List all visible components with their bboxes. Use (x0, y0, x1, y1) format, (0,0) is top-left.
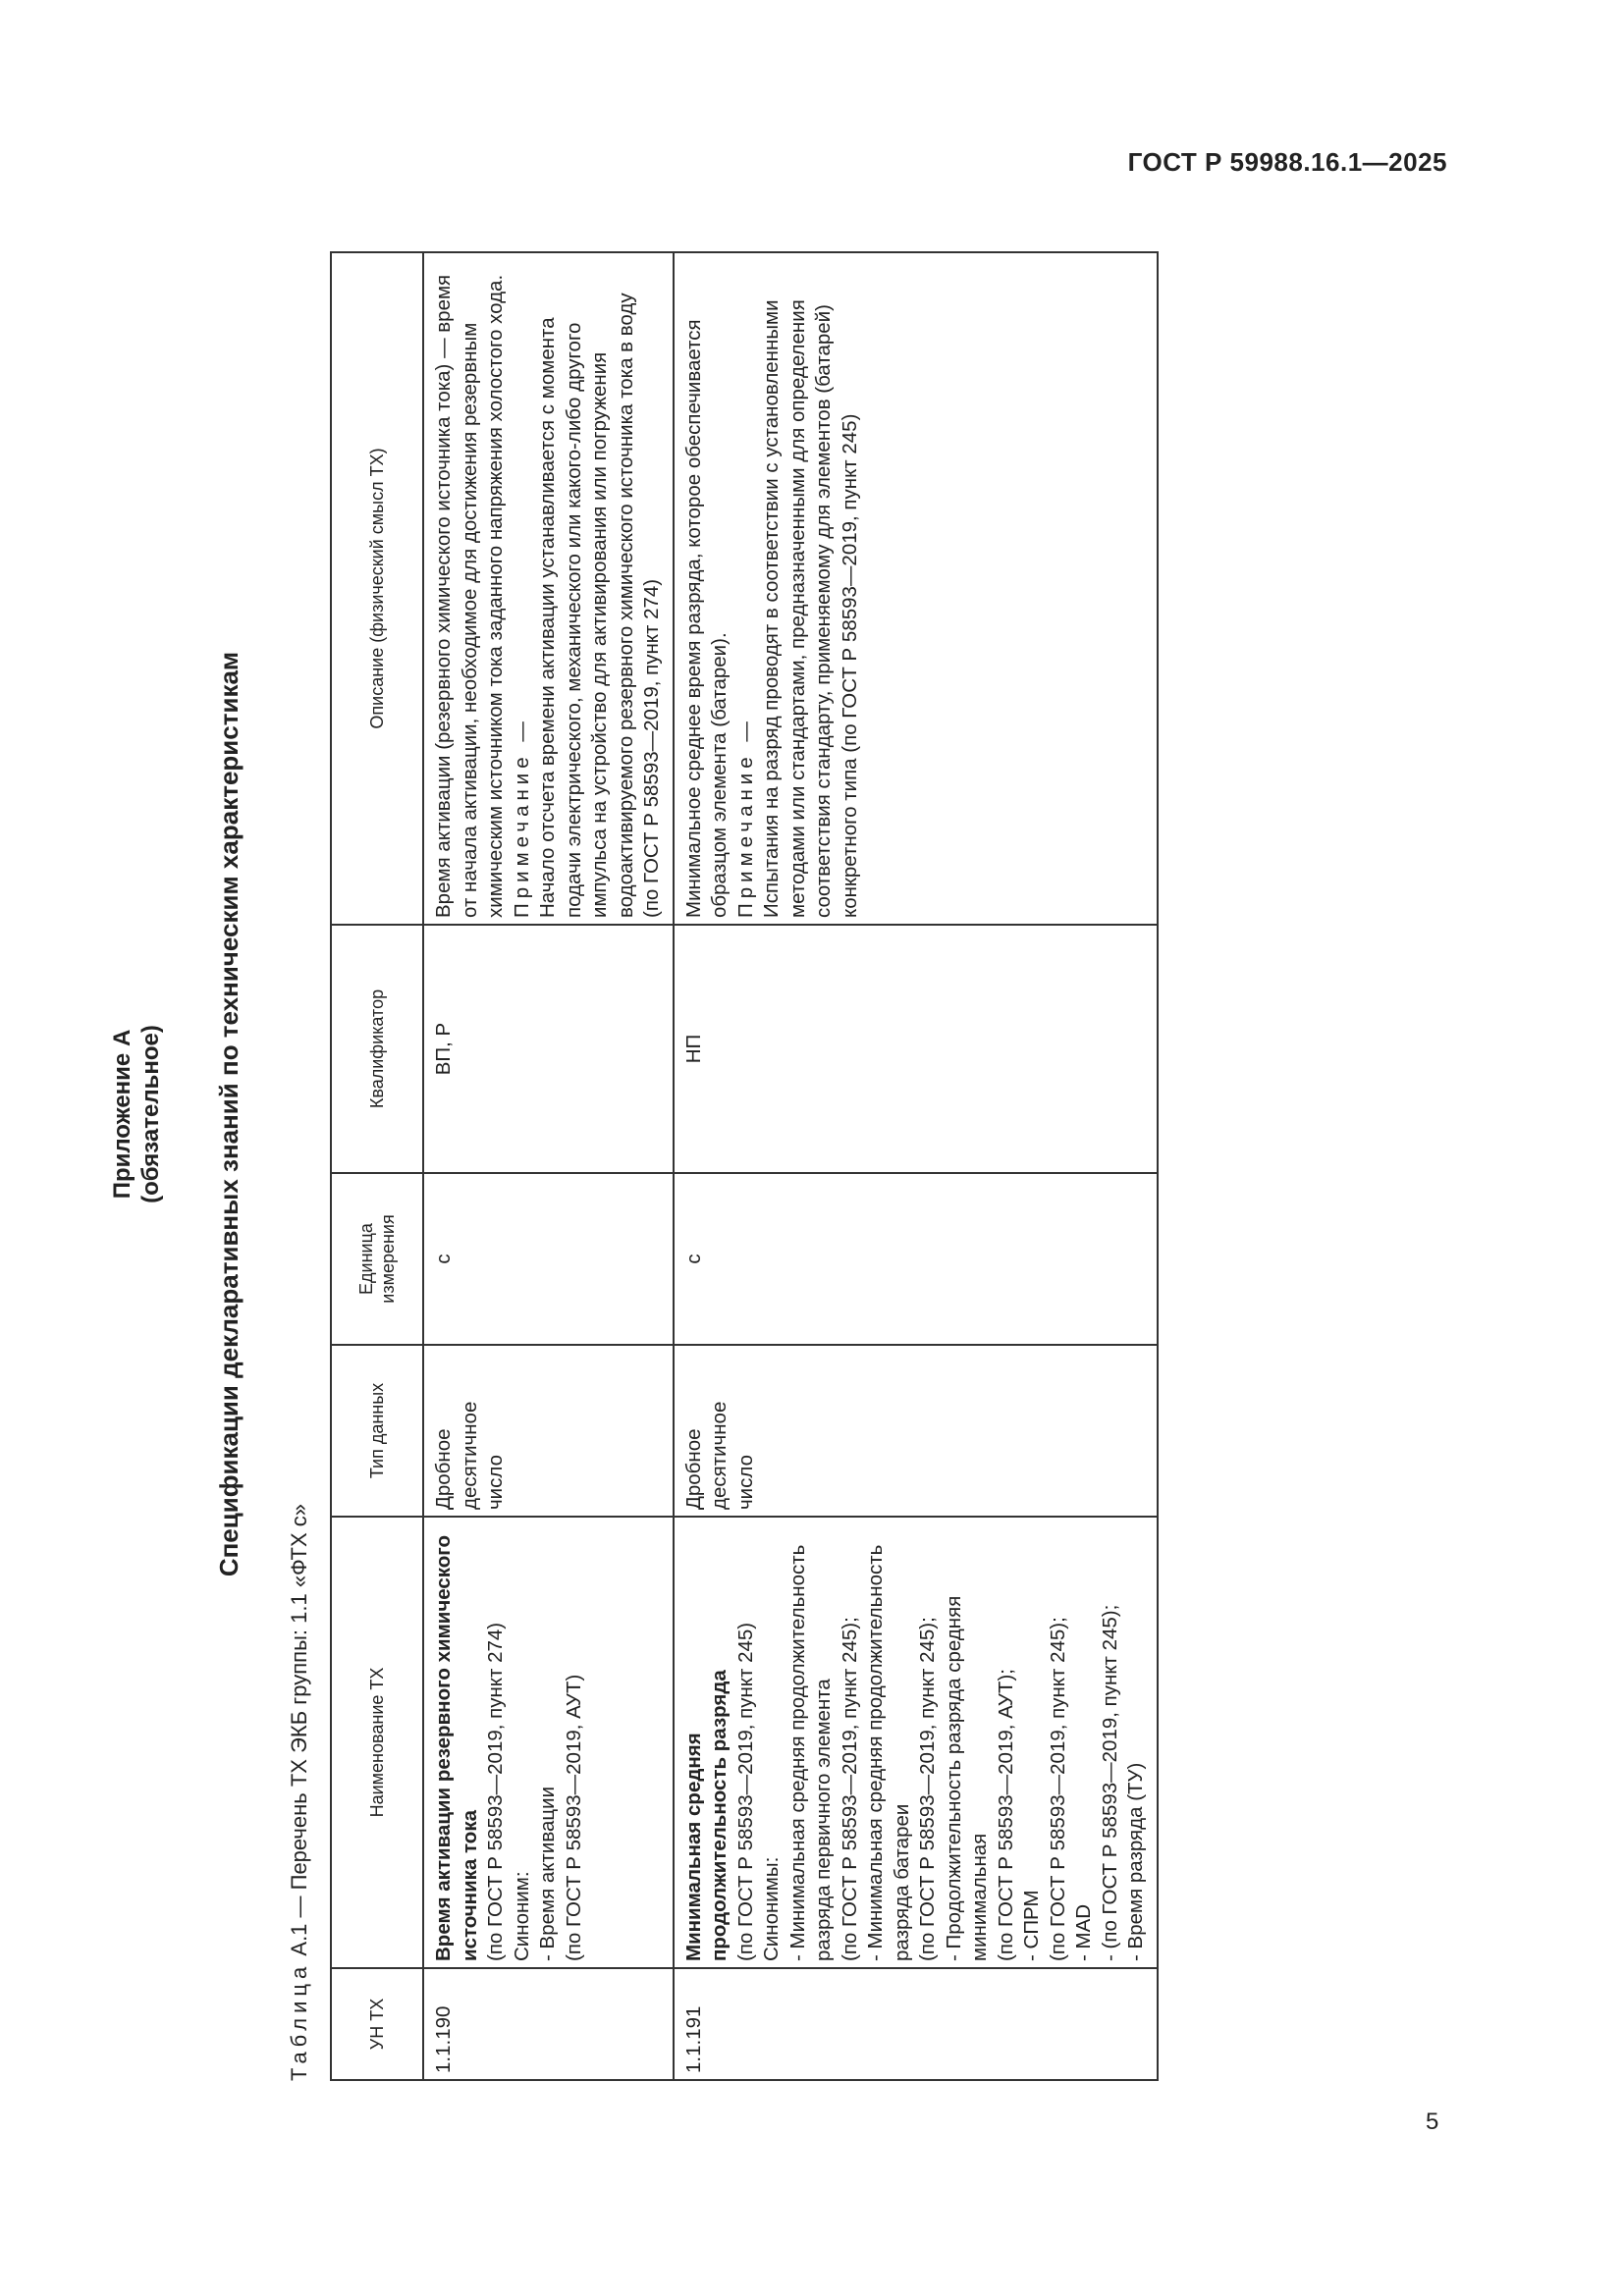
table-row (674, 252, 1158, 2080)
cell-qualifier: НП (674, 925, 1158, 1173)
name-line: - Продолжительность разряда средняя минимальная (942, 1595, 991, 1961)
cell-id: 1.1.191 (674, 1968, 1158, 2080)
cell-unit: с (423, 1173, 674, 1345)
name-line: (по ГОСТ Р 58593—2019, пункт 274) (484, 1622, 507, 1961)
note-label: Примечание — (733, 717, 757, 918)
table-header-row (331, 252, 423, 2080)
table-caption (287, 1504, 312, 2081)
table-row (423, 252, 674, 2080)
column-header-name: Наименование ТХ (331, 1517, 423, 1968)
note-label: Примечание — (510, 717, 533, 918)
annex-heading: Спецификации декларативных знаний по техническим характеристикам (214, 651, 244, 1577)
cell-unit: с (674, 1173, 1158, 1345)
cell-data-type: Дробное десятичное число (423, 1345, 674, 1517)
name-line: (по ГОСТ Р 58593—2019, пункт 245); (838, 1617, 861, 1961)
name-line: (по ГОСТ Р 58593—2019, АУТ); (994, 1669, 1017, 1961)
column-header-data-type: Тип данных (331, 1345, 423, 1517)
cell-id: 1.1.190 (423, 1968, 674, 2080)
name-line: - Время разряда (ТУ) (1124, 1762, 1147, 1961)
tx-table (330, 251, 1159, 2081)
cell-description (423, 252, 674, 925)
note-text: Начало отсчета времени активации устанавливается с момента подачи электрического, механического или какого-либо другого импульса на устройство для активирования или погружения водоактивируемого резервного химического источника тока в воду (по ГОСТ Р 58593—2019, пункт 274) (536, 293, 663, 918)
name-line: Синонимы: (760, 1856, 783, 1961)
characteristic-name: Время активации резервного химического источника тока (432, 1534, 481, 1961)
name-line: (по ГОСТ Р 58593—2019, пункт 245) (733, 1622, 757, 1961)
annex-subtitle: (обязательное) (137, 1025, 164, 1203)
name-line: - MAD (1072, 1903, 1095, 1961)
column-header-unit: Единица измерения (331, 1173, 423, 1345)
column-header-description: Описание (физический смысл ТХ) (331, 252, 423, 925)
cell-name (423, 1517, 674, 1968)
note-text: Испытания на разряд проводят в соответствии с установленными методами или стандартами, предназначенными для определения соответствия стандарту, применяемому для элементов (батарей) конкретного типа (по ГОСТ Р 58593—2019, пункт 245) (760, 299, 861, 918)
name-line: (по ГОСТ Р 58593—2019, АУТ) (562, 1674, 585, 1961)
name-line: Синоним: (510, 1871, 533, 1961)
description-text: Время активации (резервного химического источника тока) — время от начала активации, необходимое для достижения резервным химическим источником тока заданного напряжения холостого хода. (432, 274, 507, 918)
description-text: Минимальное среднее время разряда, которое обеспечивается образцом элемента (батареи). (681, 319, 731, 918)
name-line: - Минимальная средняя продолжительность разряда первичного элемента (785, 1544, 835, 1961)
name-line: (по ГОСТ Р 58593—2019, пункт 245); (916, 1617, 939, 1961)
name-line: - Время активации (536, 1786, 559, 1961)
page-number: 5 (1426, 2109, 1439, 2135)
cell-qualifier: ВП, Р (423, 925, 674, 1173)
standard-designation: ГОСТ Р 59988.16.1—2025 (1127, 147, 1447, 177)
name-line: (по ГОСТ Р 58593—2019, пункт 245); (1046, 1617, 1069, 1961)
rotated-content (108, 137, 1345, 2091)
cell-description (674, 252, 1158, 925)
table-caption-text: А.1 — Перечень ТХ ЭКБ группы: 1.1 «ФТХ с» (287, 1503, 311, 1956)
name-line: - (по ГОСТ Р 58593—2019, пункт 245); (1098, 1604, 1121, 1961)
characteristic-name: Минимальная средняя продолжительность разряда (681, 1670, 731, 1961)
annex-title: Приложение А (109, 1029, 135, 1200)
name-line: - Минимальная средняя продолжительность разряда батареи (864, 1544, 913, 1961)
table-caption-prefix: Таблица (287, 1961, 311, 2081)
cell-name (674, 1517, 1158, 1968)
column-header-qualifier: Квалификатор (331, 925, 423, 1173)
column-header-id: УН ТХ (331, 1968, 423, 2080)
cell-data-type: Дробное десятичное число (674, 1345, 1158, 1517)
name-line: - СПРМ (1020, 1890, 1043, 1961)
